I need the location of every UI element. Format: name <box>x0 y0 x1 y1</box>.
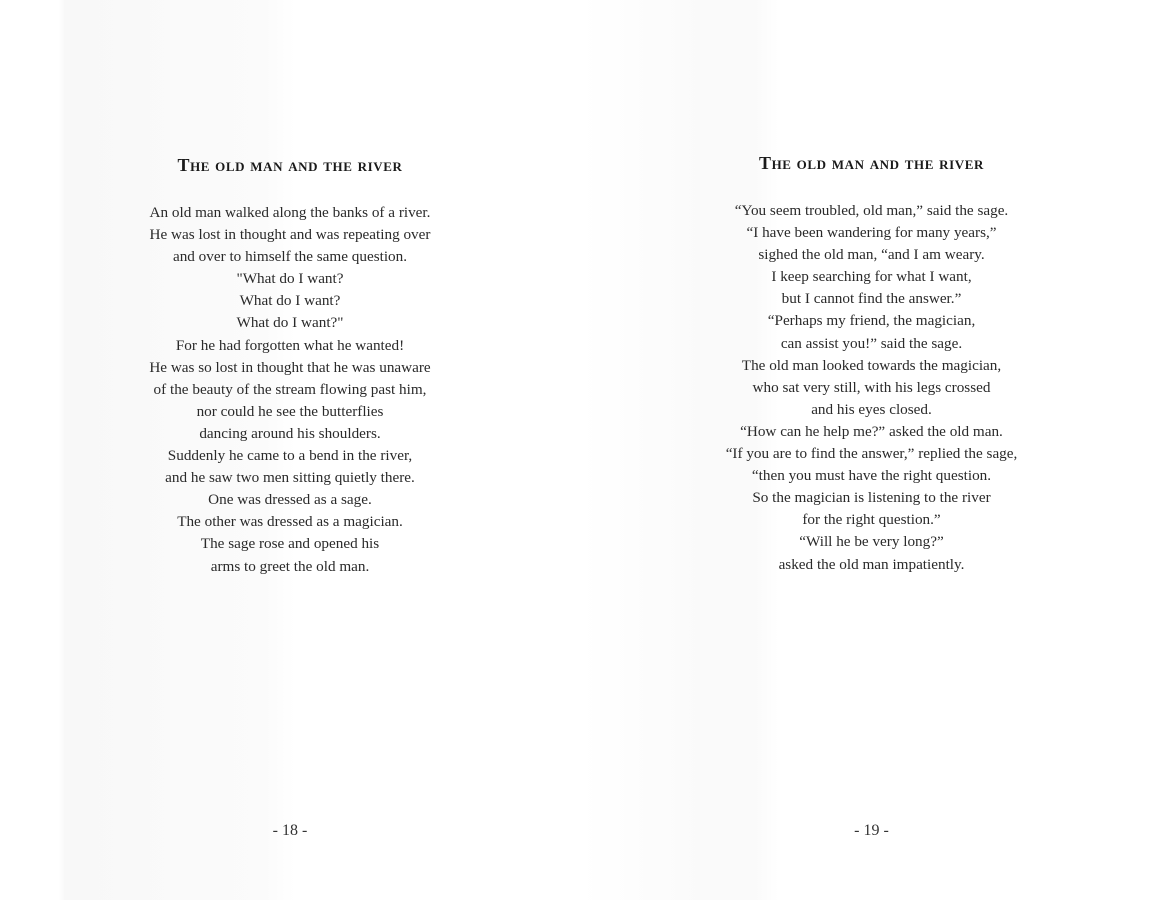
verse-line: So the magician is listening to the river <box>752 489 991 507</box>
verse-line: sighed the old man, “and I am weary. <box>758 246 985 264</box>
verse-line: What do I want?" <box>236 314 344 332</box>
verse-line: What do I want? <box>239 292 341 310</box>
verse-line: can assist you!” said the sage. <box>780 334 963 352</box>
verse-line: of the beauty of the stream flowing past him, <box>153 380 427 398</box>
verse-line: “then you must have the right question. <box>751 467 992 485</box>
verse-line: Suddenly he came to a bend in the river, <box>167 447 413 465</box>
page-number: - 19 - <box>854 822 889 839</box>
verse-line: The sage rose and opened his <box>200 535 380 553</box>
verse-line: For he had forgotten what he wanted! <box>175 336 405 354</box>
verse-line: One was dressed as a sage. <box>208 491 372 509</box>
verse-line: “How can he help me?” asked the old man. <box>740 422 1003 440</box>
verse-line: and he saw two men sitting quietly there. <box>165 469 415 487</box>
verse-line: “You seem troubled, old man,” said the sage. <box>734 202 1009 219</box>
verse-line: who sat very still, with his legs crossed <box>752 378 991 396</box>
verse-line: but I cannot find the answer.” <box>781 290 962 308</box>
verse-line: “Will he be very long?” <box>799 533 944 551</box>
verse-text <box>0 202 580 578</box>
verse-line: “I have been wandering for many years,” <box>746 224 997 242</box>
page-title: The old man and the river <box>758 153 985 173</box>
verse-line: for the right question.” <box>802 511 941 529</box>
verse-line: He was so lost in thought that he was unaware <box>149 358 431 376</box>
right-page <box>580 0 1163 900</box>
verse-line: arms to greet the old man. <box>210 557 370 575</box>
verse-line: An old man walked along the banks of a river. <box>149 204 431 221</box>
verse-line: "What do I want? <box>236 270 344 288</box>
verse-line: The other was dressed as a magician. <box>177 513 403 531</box>
verse-line: The old man looked towards the magician, <box>741 356 1002 374</box>
page-title: The old man and the river <box>177 155 403 175</box>
verse-line: “Perhaps my friend, the magician, <box>767 312 976 330</box>
verse-text <box>580 200 1163 576</box>
verse-line: and his eyes closed. <box>811 400 932 418</box>
verse-line: dancing around his shoulders. <box>199 424 381 442</box>
verse-line: and over to himself the same question. <box>172 248 408 266</box>
page-number: - 18 - <box>272 822 308 839</box>
verse-line: I keep searching for what I want, <box>771 268 972 286</box>
verse-line: He was lost in thought and was repeating over <box>149 226 431 244</box>
verse-line: asked the old man impatiently. <box>778 555 965 573</box>
verse-line: “If you are to find the answer,” replied the sage, <box>725 445 1018 463</box>
verse-line: nor could he see the butterflies <box>196 402 384 420</box>
